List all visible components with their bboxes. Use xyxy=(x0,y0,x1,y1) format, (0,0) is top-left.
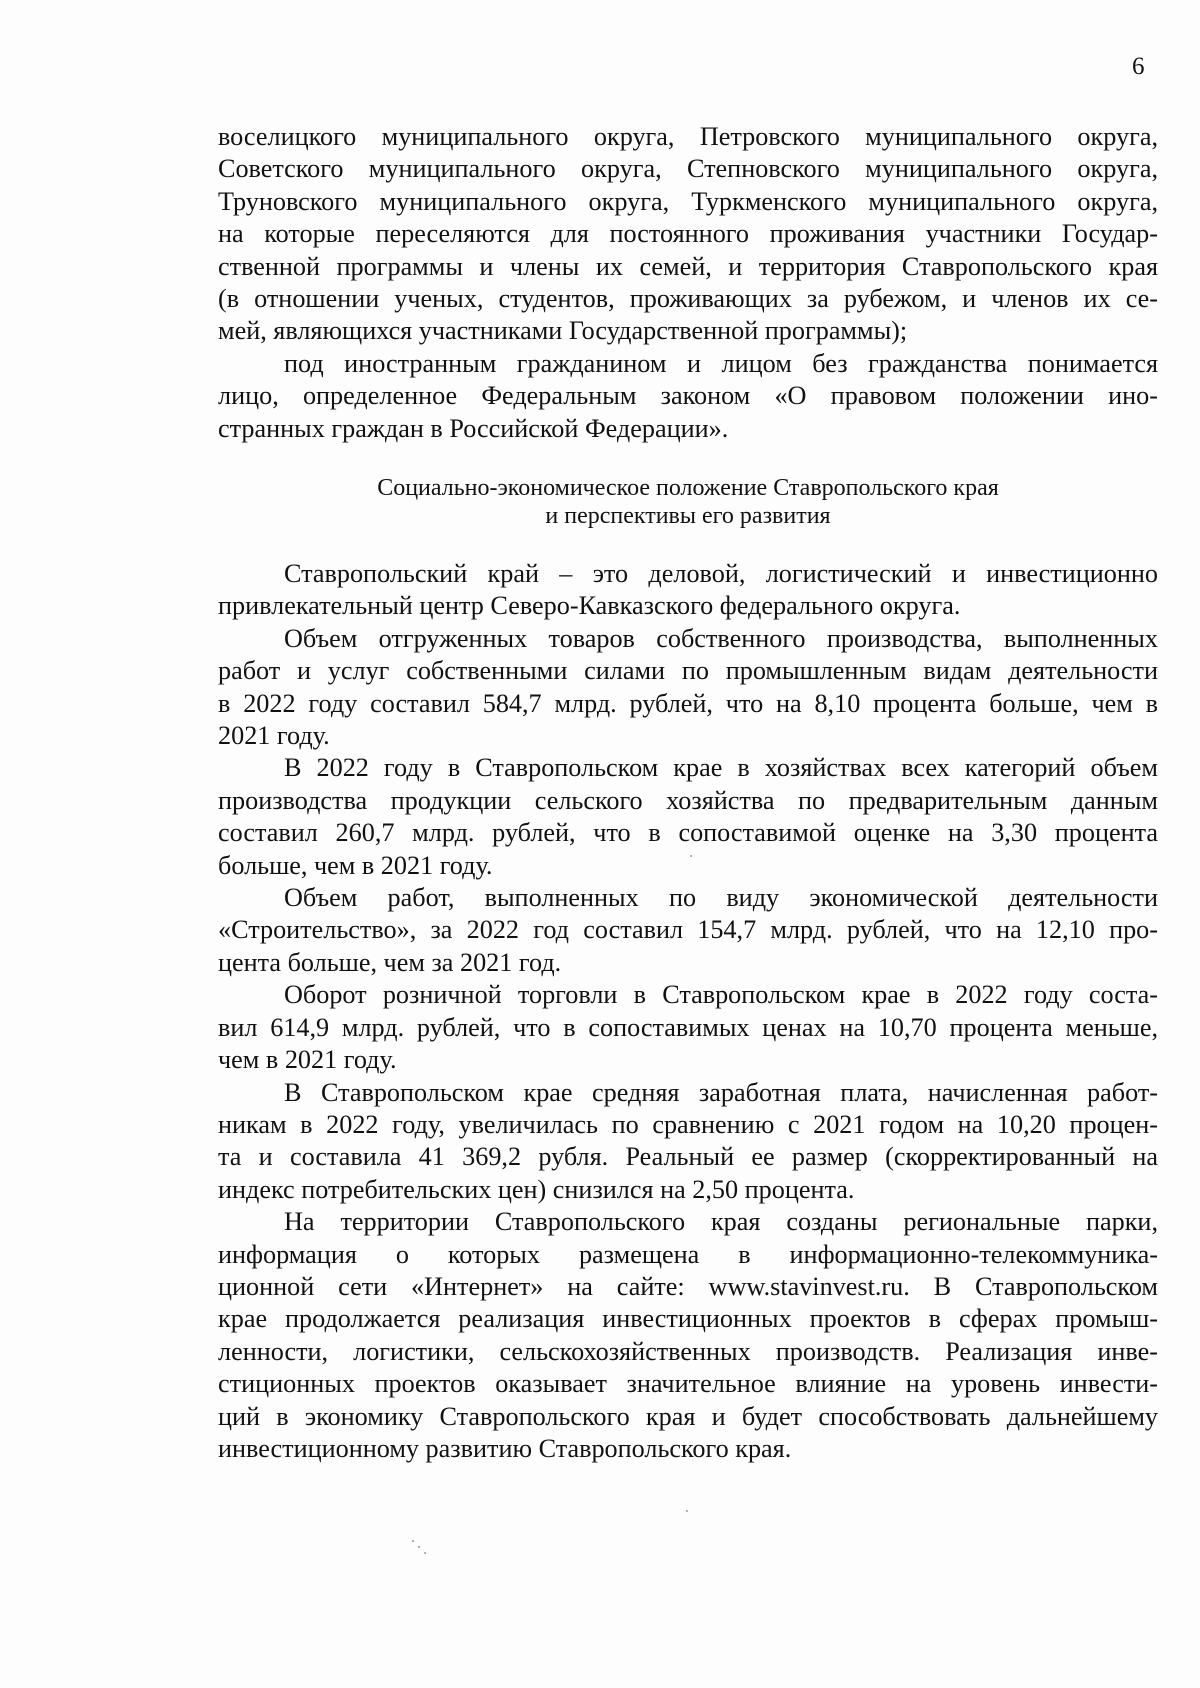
text-line: (в отношении ученых, студентов, проживающих за рубежом, и членов их се- xyxy=(218,284,1158,314)
text-line: инвестиционному развитию Ставропольского края. xyxy=(218,1433,792,1463)
scan-speck xyxy=(690,855,692,857)
scan-speck xyxy=(412,1540,414,1542)
text-line: производства продукции сельского хозяйства по предварительным данным xyxy=(218,785,1158,815)
intro-text xyxy=(218,121,1158,445)
text-line: Оборот розничной торговли в Ставропольском крае в 2022 году соста- xyxy=(284,980,1158,1010)
text-line: чем в 2021 году. xyxy=(218,1045,397,1075)
text-line: На территории Ставропольского края созданы региональные парки, xyxy=(284,1207,1158,1237)
text-line: В Ставропольском крае средняя заработная плата, начисленная работ- xyxy=(284,1077,1158,1107)
text-line: индекс потребительских цен) снизился на 2,50 процента. xyxy=(218,1174,855,1204)
text-line: привлекательный центр Северо-Кавказского федерального округа. xyxy=(218,591,961,621)
scan-speck xyxy=(686,1510,688,1512)
text-line: Объем отгруженных товаров собственного производства, выполненных xyxy=(284,623,1158,653)
text-line: составил 260,7 млрд. рублей, что в сопоставимой оценке на 3,30 процента xyxy=(218,818,1158,848)
scan-speck xyxy=(424,1552,426,1554)
section-paragraph xyxy=(218,1077,1158,1207)
intro-paragraph-2 xyxy=(218,348,1158,445)
text-line: воселицкого муниципального округа, Петровского муниципального округа, xyxy=(218,122,1158,151)
text-line: под иностранным гражданином и лицом без гражданства понимается xyxy=(284,348,1158,378)
section-heading-line-2: и перспективы его развития xyxy=(545,503,831,529)
text-line: мей, являющихся участниками Государственной программы); xyxy=(218,316,908,346)
page-number: 6 xyxy=(1132,53,1145,80)
text-line: Ставропольский край – это деловой, логистический и инвестиционно xyxy=(284,559,1158,588)
text-line: ственной программы и члены их семей, и территория Ставропольского края xyxy=(218,251,1158,281)
section-paragraph xyxy=(218,1206,1158,1465)
section-paragraph xyxy=(218,979,1158,1076)
section-heading xyxy=(218,474,1158,530)
text-line: лицо, определенное Федеральным законом «О правовом положении ино- xyxy=(218,381,1158,411)
text-line: стиционных проектов оказывает значительное влияние на уровень инвести- xyxy=(218,1369,1158,1399)
text-line: ционной сети «Интернет» на сайте: www.stavinvest.ru. В Ставропольском xyxy=(218,1271,1158,1301)
text-line: Объем работ, выполненных по виду экономической деятельности xyxy=(284,883,1158,913)
text-line: «Строительство», за 2022 год составил 154,7 млрд. рублей, что на 12,10 про- xyxy=(218,915,1158,945)
section-heading-line-1: Социально-экономическое положение Ставропольского края xyxy=(377,475,999,501)
text-line: больше, чем в 2021 году. xyxy=(218,850,493,880)
text-line: никам в 2022 году, увеличилась по сравнению с 2021 годом на 10,20 процен- xyxy=(218,1109,1158,1139)
text-line: цента больше, чем за 2021 год. xyxy=(218,947,562,977)
text-line: на которые переселяются для постоянного проживания участники Государ- xyxy=(218,219,1158,249)
scan-speck xyxy=(418,1546,420,1548)
text-line: 2021 году. xyxy=(218,721,330,751)
text-line: вил 614,9 млрд. рублей, что в сопоставимых ценах на 10,70 процента меньше, xyxy=(218,1012,1158,1042)
text-line: ций в экономику Ставропольского края и будет способствовать дальнейшему xyxy=(218,1401,1158,1431)
text-line: ленности, логистики, сельскохозяйственных производств. Реализация инве- xyxy=(218,1336,1158,1366)
text-line: крае продолжается реализация инвестиционных проектов в сферах промыш- xyxy=(218,1304,1158,1334)
section-paragraph xyxy=(218,558,1158,623)
text-line: та и составила 41 369,2 рубля. Реальный ее размер (скорректированный на xyxy=(218,1142,1158,1172)
text-line: Советского муниципального округа, Степновского муниципального округа, xyxy=(218,154,1158,184)
text-line: странных граждан в Российской Федерации». xyxy=(218,413,729,443)
intro-paragraph-1 xyxy=(218,121,1158,348)
text-line: информация о которых размещена в информационно-телекоммуника- xyxy=(218,1239,1158,1269)
section-paragraph xyxy=(218,752,1158,882)
text-line: Труновского муниципального округа, Туркменского муниципального округа, xyxy=(218,186,1158,216)
text-line: в 2022 году составил 584,7 млрд. рублей, что на 8,10 процента больше, чем в xyxy=(218,688,1158,718)
text-line: работ и услуг собственными силами по промышленным видам деятельности xyxy=(218,656,1158,686)
text-line: В 2022 году в Ставропольском крае в хозяйствах всех категорий объем xyxy=(284,753,1158,783)
section-paragraph xyxy=(218,882,1158,979)
section-paragraph xyxy=(218,623,1158,753)
section-body xyxy=(218,558,1158,1465)
